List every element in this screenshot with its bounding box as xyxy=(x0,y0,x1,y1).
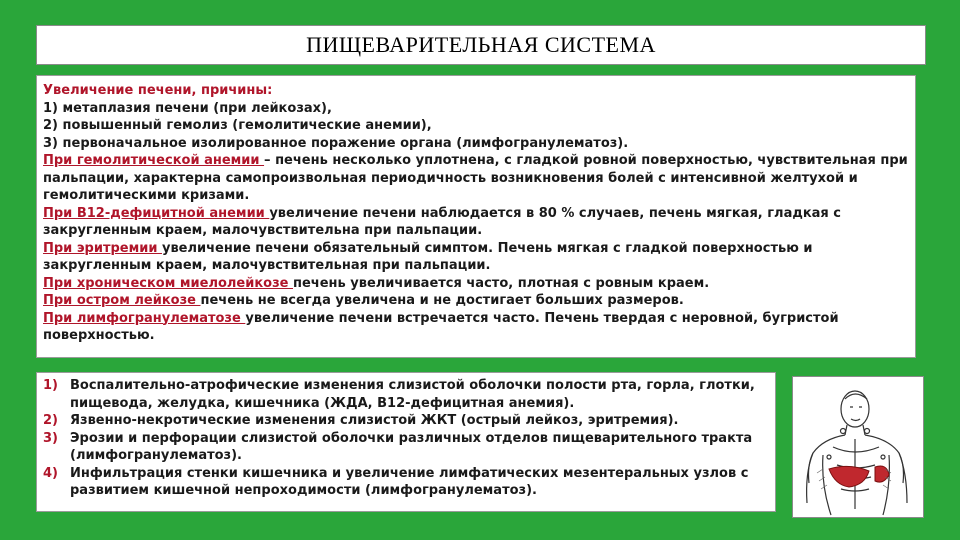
paragraph-b12: При В12-дефицитной анемии увеличение печени наблюдается в 80 % случаев, печень мягкая, гладкая с закругленным краем, малочувствительна при пальпации. xyxy=(43,205,842,238)
liver-heading: Увеличение печени, причины: xyxy=(43,83,273,98)
gi-panel xyxy=(36,372,776,512)
paragraph-lymphogranulomatosis: При лимфогранулематозе увеличение печени встречается часто. Печень твердая с неровной, бугристой поверхностью. xyxy=(43,310,839,343)
list-item: 3) Эрозии и перфорации слизистой оболочки различных отделов пищеварительного тракта (лимфогранулематоз). xyxy=(43,430,753,463)
paragraph-hemolytic: При гемолитической анемии – печень несколько уплотнена, с гладкой ровной поверхностью, чувствительная при пальпации, характерна самопроизвольная периодичность возникновения болей с интенсивной желтухой и гемолитическими кризами. xyxy=(43,153,908,203)
cause-item: 2) повышенный гемолиз (гемолитические анемии), xyxy=(43,118,432,133)
title-box xyxy=(36,25,926,65)
cause-item: 3) первоначальное изолированное поражение органа (лимфогранулематоз). xyxy=(43,135,629,151)
spleen-shape xyxy=(875,466,889,482)
paragraph-chronic-myeloid: При хроническом миелолейкозе печень увеличивается часто, плотная с ровным краем. xyxy=(43,275,710,291)
anatomy-illustration xyxy=(792,376,924,518)
liver-shape xyxy=(829,466,869,487)
page-title: ПИЩЕВАРИТЕЛЬНАЯ СИСТЕМА xyxy=(306,32,656,57)
list-item: 2) Язвенно-некротические изменения слизистой ЖКТ (острый лейкоз, эритремия). xyxy=(43,413,679,428)
liver-panel xyxy=(36,75,916,358)
list-item: 1) Воспалительно-атрофические изменения слизистой оболочки полости рта, горла, глотки, пищевода, желудка, кишечника (ЖДА, В12-дефицитная анемия). xyxy=(43,378,755,411)
list-item: 4) Инфильтрация стенки кишечника и увеличение лимфатических мезентеральных узлов с развитием кишечной непроходимости (лимфогранулематоз). xyxy=(43,465,749,498)
paragraph-erythremia: При эритремии увеличение печени обязательный симптом. Печень мягкая с гладкой поверхностью и закругленным краем, малочувствительная при пальпации. xyxy=(43,240,813,273)
gi-list xyxy=(43,377,769,500)
paragraph-acute-leukemia: При остром лейкозе печень не всегда увеличена и не достигает больших размеров. xyxy=(43,293,684,308)
patient-torso-drawing xyxy=(793,377,923,517)
cause-item: 1) метаплазия печени (при лейкозах), xyxy=(43,100,332,116)
